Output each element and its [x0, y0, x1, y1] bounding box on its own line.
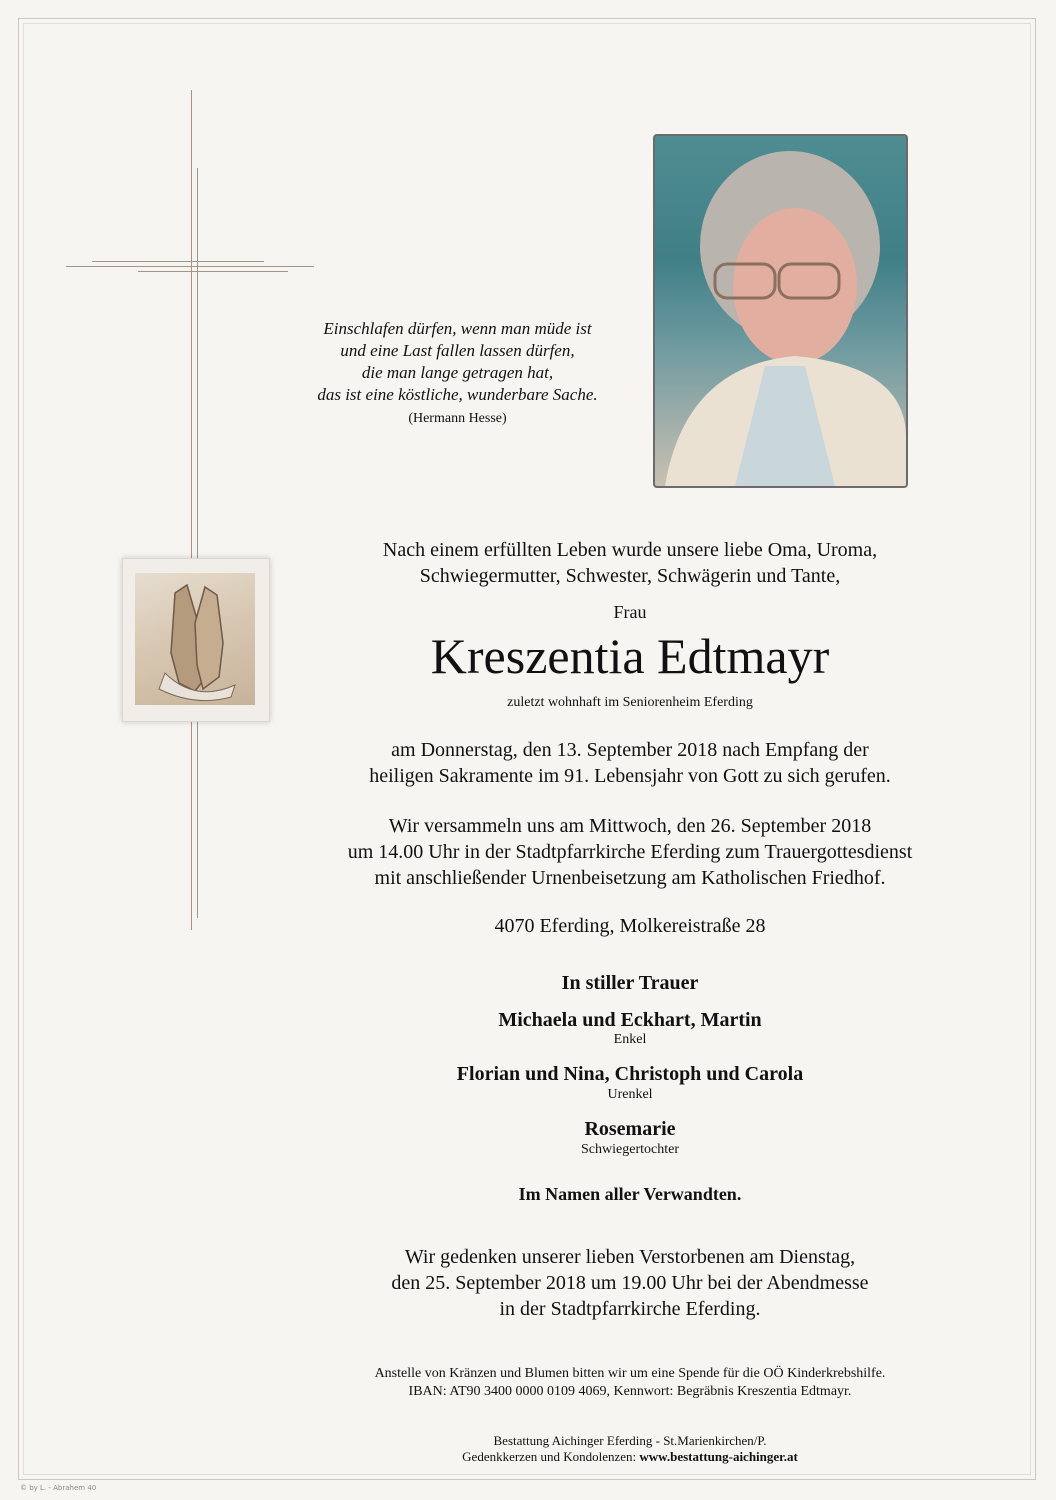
funeral-line: mit anschließender Urnenbeisetzung am Katholischen Friedhof.: [374, 867, 886, 889]
memorial-text: [300, 1244, 960, 1322]
quote-line: das ist eine köstliche, wunderbare Sache.: [317, 385, 598, 404]
mourner-names: Michaela und Eckhart, Martin: [498, 1009, 762, 1031]
portrait-photo: [653, 134, 908, 488]
website-link[interactable]: www.bestattung-aichinger.at: [639, 1449, 798, 1464]
intro-text: [300, 537, 960, 589]
footer-line: [300, 1449, 960, 1465]
memorial-line: den 25. September 2018 um 19.00 Uhr bei der Abendmesse: [391, 1272, 869, 1294]
quote-block: [270, 318, 645, 406]
memorial-line: in der Stadtpfarrkirche Eferding.: [499, 1298, 761, 1320]
praying-hands-image: [122, 558, 270, 722]
death-line: heiligen Sakramente im 91. Lebensjahr von Gott zu sich gerufen.: [369, 765, 891, 787]
quote-line: die man lange getragen hat,: [361, 363, 554, 382]
footer-line: Bestattung Aichinger Eferding - St.Marienkirchen/P.: [493, 1433, 767, 1448]
mourner-names: Rosemarie: [584, 1118, 676, 1140]
donation-line: IBAN: AT90 3400 0000 0109 4069, Kennwort: Begräbnis Kreszentia Edtmayr.: [408, 1384, 852, 1399]
donation-text: [280, 1365, 980, 1401]
footer: [300, 1433, 960, 1465]
memorial-line: Wir gedenken unserer lieben Verstorbenen am Dienstag,: [404, 1246, 856, 1268]
deceased-name: Kreszentia Edtmayr: [430, 628, 830, 684]
death-line: am Donnerstag, den 13. September 2018 nach Empfang der: [391, 739, 869, 761]
quote-author: (Hermann Hesse): [408, 411, 507, 426]
funeral-line: Wir versammeln uns am Mittwoch, den 26. September 2018: [388, 815, 872, 837]
footer-prefix: Gedenkkerzen und Kondolenzen:: [462, 1449, 637, 1464]
intro-line: Nach einem erfüllten Leben wurde unsere liebe Oma, Uroma,: [382, 539, 878, 561]
honorific: Frau: [613, 602, 647, 622]
address: 4070 Eferding, Molkereistraße 28: [494, 915, 766, 937]
residence: zuletzt wohnhaft im Seniorenheim Eferding: [507, 695, 753, 710]
intro-line: Schwiegermutter, Schwester, Schwägerin und Tante,: [419, 565, 841, 587]
mourner-relation: Schwiegertochter: [581, 1142, 679, 1157]
mourner-relation: Urenkel: [607, 1087, 653, 1102]
mourners-closing: Im Namen aller Verwandten.: [518, 1184, 742, 1204]
funeral-text: [300, 813, 960, 891]
corner-note: © by L. - Abrahem 40: [20, 1484, 97, 1492]
death-text: [300, 737, 960, 789]
donation-line: Anstelle von Kränzen und Blumen bitten wir um eine Spende für die OÖ Kinderkrebshilfe.: [374, 1366, 886, 1381]
quote-line: und eine Last fallen lassen dürfen,: [340, 341, 575, 360]
quote-line: Einschlafen dürfen, wenn man müde ist: [323, 319, 592, 338]
mourners-heading: In stiller Trauer: [561, 972, 699, 994]
mourner-relation: Enkel: [613, 1032, 647, 1047]
funeral-line: um 14.00 Uhr in der Stadtpfarrkirche Eferding zum Trauergottesdienst: [347, 841, 913, 863]
mourner-names: Florian und Nina, Christoph und Carola: [456, 1063, 804, 1085]
